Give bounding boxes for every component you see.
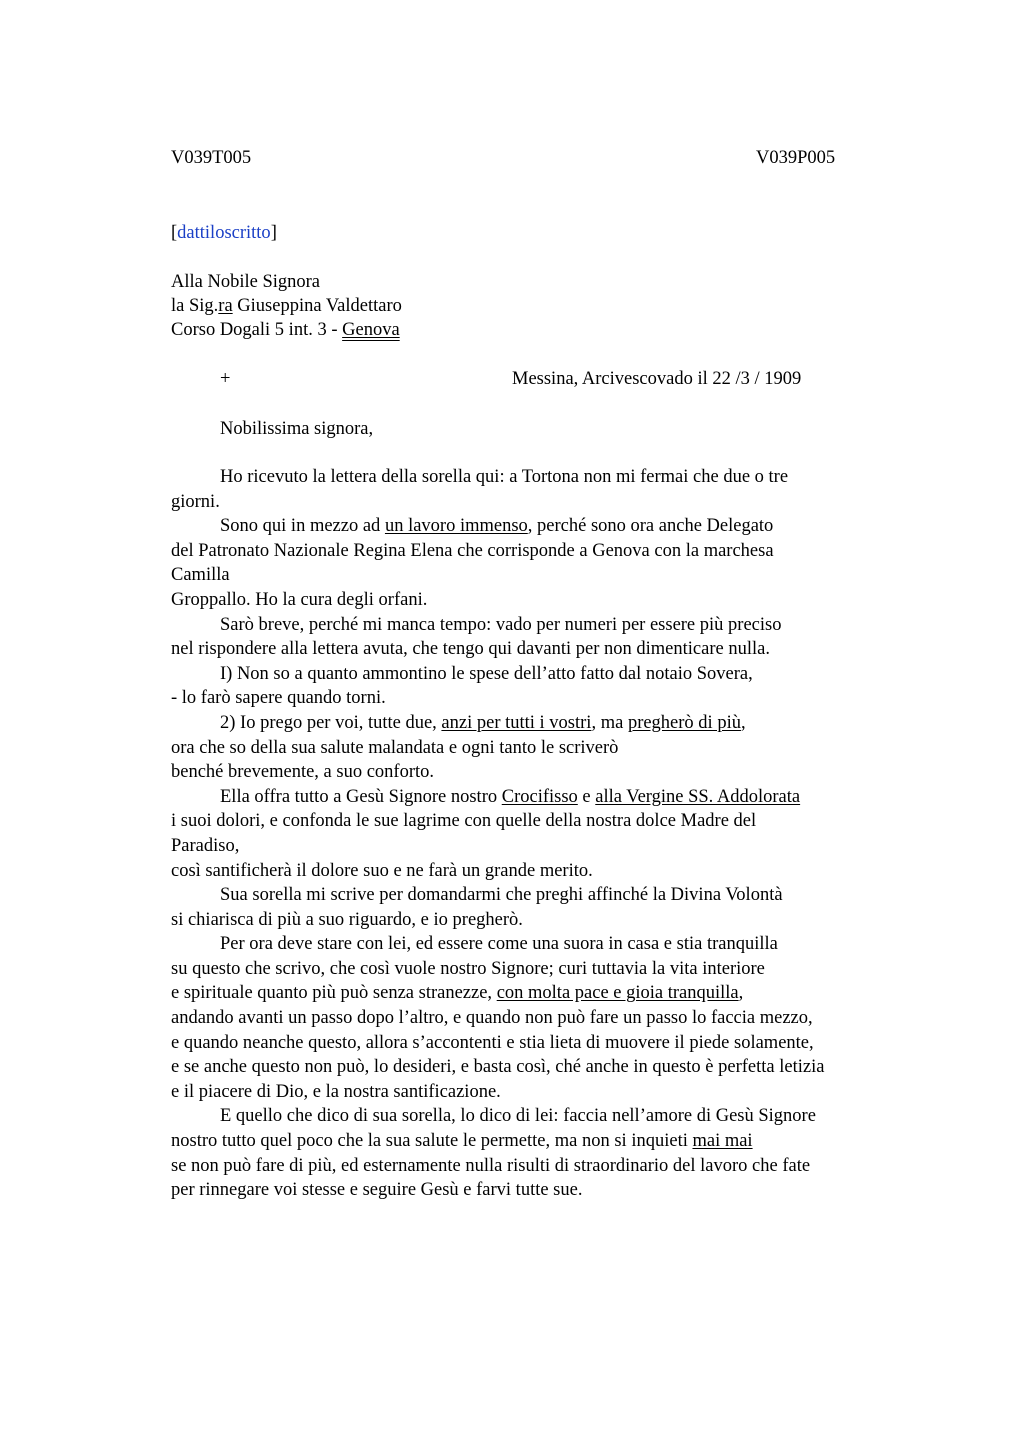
body-text: si chiarisca di più a suo riguardo, e io pregherò.: [171, 909, 523, 930]
underlined-text: mai mai: [692, 1131, 753, 1152]
address-line-3: [171, 318, 402, 342]
address-line-1: Alla Nobile Signora: [171, 272, 321, 292]
body-line: [171, 662, 911, 687]
body-line: [171, 711, 911, 736]
underlined-text: un lavoro immenso: [384, 516, 528, 537]
body-text: Paradiso,: [171, 835, 240, 856]
body-text: andando avanti un passo dopo l’altro, e quando non può fare un passo lo faccia mezzo,: [171, 1008, 813, 1029]
body-line: [171, 1129, 911, 1154]
body-text: e: [577, 786, 596, 807]
underlined-text: anzi per tutti i vostri: [441, 712, 592, 733]
letter-body: [171, 465, 911, 1203]
body-line: [171, 588, 911, 613]
body-line: [171, 514, 911, 539]
body-line: [171, 539, 911, 564]
body-text: nel rispondere alla lettera avuta, che tengo qui davanti per non dimenticare nulla.: [171, 639, 770, 660]
body-text: , perché sono ora anche Delegato: [527, 516, 774, 537]
body-line: [171, 1104, 911, 1129]
underlined-text: con molta pace e gioia tranquilla: [496, 983, 739, 1004]
body-text: e quando neanche questo, allora s’accontenti e stia lieta di muovere il piede solamente,: [171, 1032, 814, 1053]
body-text: , ma: [591, 712, 628, 733]
body-line: [171, 563, 911, 588]
body-line: [171, 834, 911, 859]
note-word: dattiloscritto: [177, 223, 271, 243]
body-line: [171, 981, 911, 1006]
place-date: Messina, Arcivescovado il 22 /3 / 1909: [512, 369, 802, 389]
note-close-bracket: ]: [270, 223, 277, 243]
body-line: [171, 1178, 911, 1203]
body-text: Ho ricevuto la lettera della sorella qui: a Tortona non mi fermai che due o tre: [220, 467, 789, 487]
recipient-address: [171, 270, 402, 342]
body-text: così santificherà il dolore suo e ne farà un grande merito.: [171, 860, 593, 881]
body-line: [171, 760, 911, 785]
body-line: [171, 859, 911, 884]
address-line-2: [171, 294, 402, 318]
body-line: [171, 490, 911, 515]
underlined-text: alla Vergine SS. Addolorata: [595, 786, 801, 807]
body-line: [171, 785, 911, 810]
underlined-text: pregherò di più: [627, 712, 741, 733]
body-text: E quello che dico di sua sorella, lo dico di lei: faccia nell’amore di Gesù Signore: [220, 1106, 816, 1127]
note-open-bracket: [: [171, 223, 178, 243]
body-text: Ella offra tutto a Gesù Signore nostro: [220, 786, 502, 807]
address-line-2-text-a: la Sig.: [171, 296, 219, 316]
body-line: [171, 809, 911, 834]
body-line: [171, 957, 911, 982]
body-line: [171, 637, 911, 662]
body-line: [171, 908, 911, 933]
body-text: nostro tutto quel poco che la sua salute le permette, ma non si inquieti: [171, 1131, 693, 1152]
body-line: [171, 1006, 911, 1031]
body-text: Camilla: [171, 565, 230, 586]
body-text: del Patronato Nazionale Regina Elena che corrisponde a Genova con la marchesa: [171, 540, 774, 561]
address-line-2-text-b: Giuseppina Valdettaro: [232, 296, 402, 316]
body-text: Sarò breve, perché mi manca tempo: vado per numeri per essere più preciso: [220, 614, 782, 635]
body-text: I) Non so a quanto ammontino le spese dell’atto fatto dal notaio Sovera,: [220, 663, 753, 684]
body-line: [171, 736, 911, 761]
body-text: e spirituale quanto più può senza stranezze,: [171, 983, 497, 1004]
body-text: ,: [740, 712, 746, 733]
body-text: i suoi dolori, e confonda le sue lagrime con quelle della nostra dolce Madre del: [171, 811, 757, 832]
typescript-note: [171, 221, 277, 245]
body-line: [171, 1031, 911, 1056]
body-text: giorni.: [171, 491, 220, 512]
archive-code-left: V039T005: [171, 148, 252, 168]
body-line: [171, 613, 911, 638]
body-text: Sua sorella mi scrive per domandarmi che preghi affinché la Divina Volontà: [220, 885, 783, 906]
body-text: e se anche questo non può, lo desideri, e basta così, ché anche in questo è perfetta letizia: [171, 1057, 825, 1078]
body-text: ,: [738, 983, 744, 1004]
body-line: [171, 465, 911, 490]
body-text: se non può fare di più, ed esternamente nulla risulti di straordinario del lavoro che fate: [171, 1155, 811, 1176]
address-line-3-text: Corso Dogali 5 int. 3 -: [171, 320, 343, 340]
body-text: benché brevemente, a suo conforto.: [171, 762, 435, 783]
body-text: Sono qui in mezzo ad: [220, 516, 385, 537]
body-text: su questo che scrivo, che così vuole nostro Signore; curi tuttavia la vita interiore: [171, 958, 765, 979]
body-text: ora che so della sua salute malandata e ogni tanto le scriverò: [171, 737, 619, 758]
address-line-2-underlined: ra: [218, 296, 233, 316]
body-text: 2) Io prego per voi, tutte due,: [220, 712, 442, 733]
salutation: Nobilissima signora,: [220, 419, 374, 439]
body-text: Per ora deve stare con lei, ed essere come una suora in casa e stia tranquilla: [220, 934, 778, 955]
archive-code-right: V039P005: [756, 148, 836, 168]
cross-mark: +: [220, 369, 231, 389]
body-line: [171, 932, 911, 957]
body-line: [171, 883, 911, 908]
underlined-text: Crocifisso: [501, 786, 578, 807]
body-line: [171, 1080, 911, 1105]
address-city: Genova: [342, 320, 400, 340]
body-text: e il piacere di Dio, e la nostra santificazione.: [171, 1081, 501, 1102]
body-text: Groppallo. Ho la cura degli orfani.: [171, 589, 428, 610]
body-line: [171, 1154, 911, 1179]
body-text: per rinnegare voi stesse e seguire Gesù e farvi tutte sue.: [171, 1180, 583, 1201]
body-text: - lo farò sapere quando torni.: [171, 688, 386, 709]
body-line: [171, 1055, 911, 1080]
body-line: [171, 686, 911, 711]
